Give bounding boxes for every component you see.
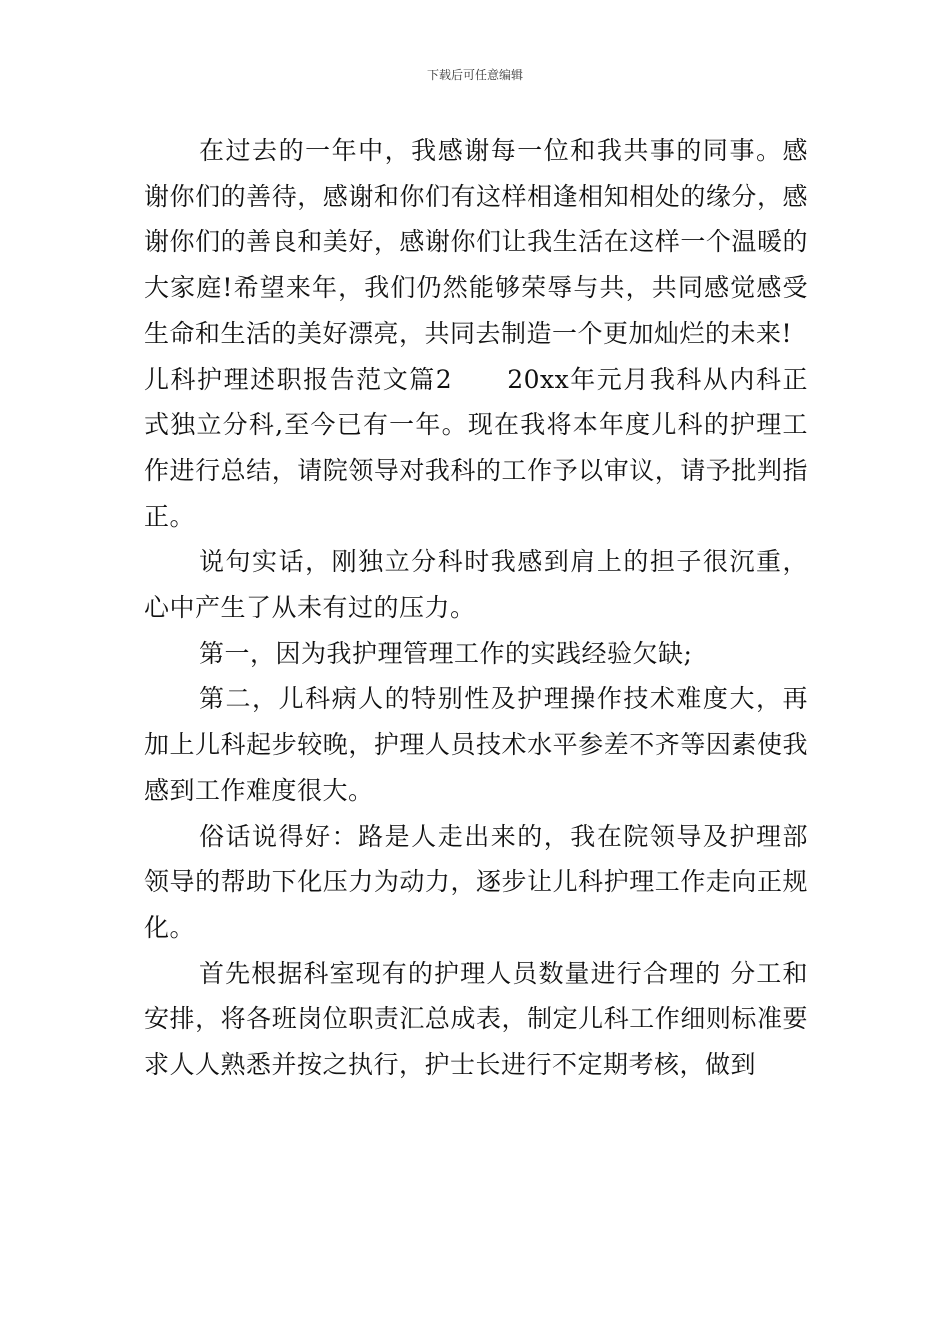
paragraph-second-reason: 第二，儿科病人的特别性及护理操作技术难度大，再加上儿科起步较晚，护理人员技术水平参差不齐等因素使我感到工作难度很大。 [144,684,808,805]
paragraph-pressure: 说句实话，刚独立分科时我感到肩上的担子很沉重，心中产生了从未有过的压力。 [144,547,808,623]
page-header: 下载后可任意编辑 [426,68,523,82]
document-body [144,128,808,1088]
section-heading: 儿科护理述职报告范文篇2 [144,364,453,394]
paragraph-gratitude: 在过去的一年中，我感谢每一位和我共事的同事。感谢你们的善待，感谢和你们有这样相逢相知相处的缘分，感谢你们的善良和美好，感谢你们让我生活在这样一个温暖的大家庭!希望来年，我们仍然能够荣辱与共，共同感觉感受生命和生活的美好漂亮，共同去制造一个更加灿烂的未来! [144,136,808,348]
paragraph-proverb: 俗话说得好：路是人走出来的，我在院领导及护理部领导的帮助下化压力为动力，逐步让儿科护理工作走向正规化。 [144,821,808,942]
paragraph-section-start [144,357,808,540]
paragraph-first-reason: 第一，因为我护理管理工作的实践经验欠缺; [199,638,693,668]
paragraph-intro: 20xx年元月我科从内科正式独立分科,至今已有一年。现在我将本年度儿科的护理工作进行总结，请院领导对我科的工作予以审议，请予批判指正。 [144,364,808,531]
paragraph-staffing: 首先根据科室现有的护理人员数量进行合理的 分工和安排，将各班岗位职责汇总成表，制定儿科工作细则标准要求人人熟悉并按之执行，护士长进行不定期考核，做到 [144,958,808,1080]
